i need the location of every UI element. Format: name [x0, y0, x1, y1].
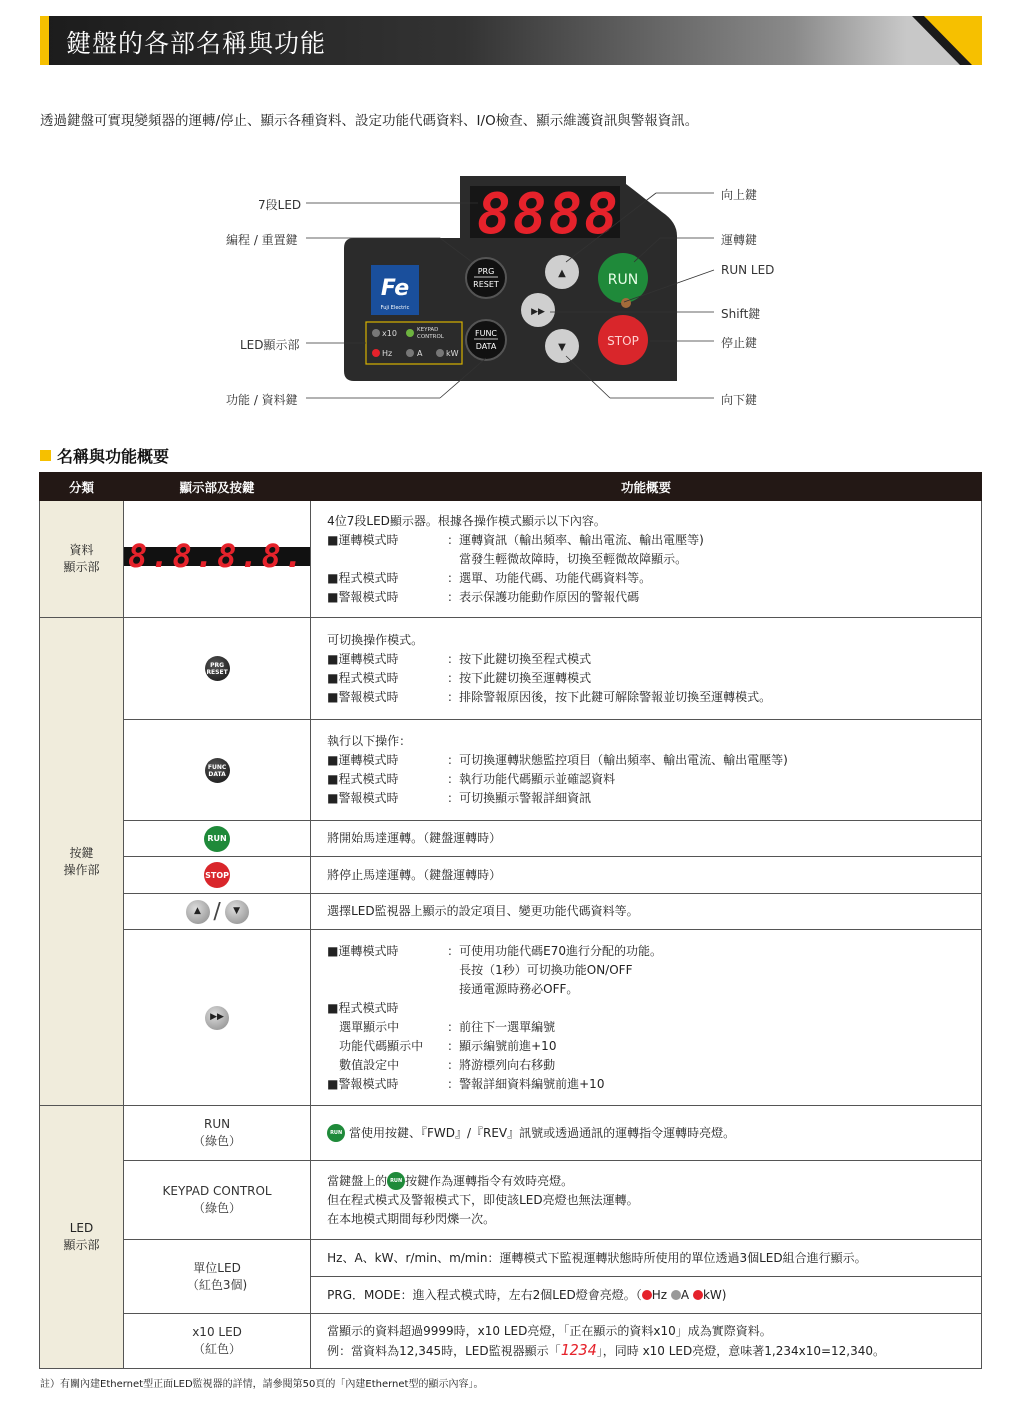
header-category: 分類	[40, 473, 124, 501]
section-title: 名稱與功能概要	[40, 444, 169, 467]
svg-text:A: A	[417, 349, 423, 358]
svg-text:Fe: Fe	[380, 276, 410, 301]
callout-7seg-led: 7段LED	[258, 198, 302, 212]
section-marker	[40, 450, 51, 461]
keypad-control-led-cell: KEYPAD CONTROL （綠色）	[124, 1161, 311, 1240]
prg-reset-key-icon: PRG RESET	[205, 656, 230, 681]
x10-led-cell: x10 LED （紅色）	[124, 1314, 311, 1369]
svg-text:▼: ▼	[558, 342, 566, 353]
table-row	[40, 821, 982, 857]
seg-display-cell	[124, 501, 311, 618]
run-key-cell	[124, 821, 311, 857]
svg-text:RUN: RUN	[607, 272, 639, 288]
desc-x10-led: 當顯示的資料超過9999時，x10 LED亮燈，「正在顯示的資料x10」成為實際資料。 例：當資料為12,345時，LED監視器顯示「1234」，同時 x10 LED亮燈，意味著1,234x10=12,340。	[311, 1314, 982, 1369]
svg-text:KEYPAD: KEYPAD	[417, 327, 439, 333]
callout-up-key: 向上鍵	[721, 188, 758, 202]
svg-text:STOP: STOP	[607, 334, 639, 348]
svg-text:kW: kW	[446, 349, 459, 358]
prg-reset-cell	[124, 618, 311, 720]
svg-text:▶▶: ▶▶	[531, 307, 545, 317]
svg-text:PRG: PRG	[477, 267, 495, 276]
stop-key-icon: STOP	[204, 862, 230, 888]
desc-run-led: RUN 當使用按鍵、『FWD』/『REV』訊號或透過通訊的運轉指令運轉時亮燈。	[311, 1106, 982, 1161]
function-table	[39, 472, 982, 1369]
callout-lines	[0, 0, 1020, 420]
run-key-icon: RUN	[204, 826, 230, 852]
svg-text:x10: x10	[382, 329, 397, 338]
table-row	[40, 930, 982, 1106]
run-key-inline-icon: RUN	[387, 1172, 405, 1190]
callout-shift-key: Shift鍵	[721, 307, 761, 321]
func-data-cell	[124, 720, 311, 821]
callout-prg-reset-key: 編程 / 重置鍵	[226, 233, 298, 247]
desc-shift: ■運轉模式時 ：可使用功能代碼E70進行分配的功能。 長按（1秒）可切換功能ON/OFF 接通電源時務必OFF。 ■程式模式時 選單顯示中 ：前往下一選單編號 功能代碼顯示中 ：顯示編號前進+10 數值設定中 ：將游標列向右移動 ■警報模式時 ：警報詳細資料編號前進+10	[311, 930, 982, 1106]
table-header-row	[40, 473, 982, 501]
category-data-display: 資料 顯示部	[40, 501, 124, 618]
table-row	[40, 618, 982, 720]
header-function-summary: 功能概要	[311, 473, 982, 501]
svg-text:CONTROL: CONTROL	[417, 334, 444, 340]
desc-run: 將開始馬達運轉。（鍵盤運轉時）	[311, 821, 982, 857]
table-row	[40, 1106, 982, 1161]
svg-text:8888: 8888	[477, 182, 620, 247]
run-led-cell: RUN （綠色）	[124, 1106, 311, 1161]
func-data-key-icon: FUNC DATA	[205, 758, 230, 783]
callout-run-key: 運轉鍵	[721, 233, 758, 247]
table-row	[40, 720, 982, 821]
table-row	[40, 894, 982, 930]
svg-text:▲: ▲	[558, 268, 566, 279]
unit-led-cell: 單位LED （紅色3個)	[124, 1240, 311, 1314]
down-key-icon: ▼	[225, 900, 249, 924]
page-title: 鍵盤的各部名稱與功能	[66, 29, 327, 58]
table-row	[40, 501, 982, 618]
inline-seg-value: 1234	[560, 1340, 597, 1359]
callout-down-key: 向下鍵	[721, 393, 758, 407]
run-led-icon: RUN	[327, 1124, 345, 1142]
hz-led-dot	[642, 1290, 652, 1300]
desc-func-data: 執行以下操作： ■運轉模式時 ：可切換運轉狀態監控項目（輸出頻率、輸出電流、輸出電壓等) ■程式模式時 ：執行功能代碼顯示並確認資料 ■警報模式時 ：可切換顯示警報詳細資訊	[311, 720, 982, 821]
desc-up-down: 選擇LED監視器上顯示的設定項目、變更功能代碼資料等。	[311, 894, 982, 930]
svg-text:Fuji Electric: Fuji Electric	[380, 305, 410, 311]
up-down-cell	[124, 894, 311, 930]
intro-text: 透過鍵盤可實現變頻器的運轉/停止、顯示各種資料、設定功能代碼資料、I/O檢查、顯示維護資訊與警報資訊。	[40, 113, 699, 129]
desc-stop: 將停止馬達運轉。（鍵盤運轉時）	[311, 857, 982, 894]
callout-run-led: RUN LED	[721, 263, 775, 277]
stop-key-cell	[124, 857, 311, 894]
shift-key-icon: ▶▶	[205, 1006, 229, 1030]
desc-data-display: 4位7段LED顯示器。根據各操作模式顯示以下內容。 ■運轉模式時 ：運轉資訊（輸出頻率、輸出電流、輸出電壓等) 當發生輕微故障時，切換至輕微故障顯示。 ■程式模式時 ：選單、功能代碼、功能代碼資料等。 ■警報模式時 ：表示保護功能動作原因的警報代碼	[311, 501, 982, 618]
table-row	[40, 1240, 982, 1277]
footnote: 註）有關內建Ethernet型正面LED監視器的詳情，請參閱第50頁的「內建Ethernet型的顯示內容」。	[40, 1379, 484, 1390]
table-row	[40, 1161, 982, 1240]
svg-text:DATA: DATA	[475, 342, 497, 351]
table-row	[40, 857, 982, 894]
up-key-icon: ▲	[186, 900, 210, 924]
desc-unit-led-prg-mode: PRG．MODE：進入程式模式時，左右2個LED燈會亮燈。（ Hz A kW)	[311, 1277, 982, 1314]
kw-led-dot	[693, 1290, 703, 1300]
desc-prg-reset: 可切換操作模式。 ■運轉模式時 ：按下此鍵切換至程式模式 ■程式模式時 ：按下此鍵切換至運轉模式 ■警報模式時 ：排除警報原因後，按下此鍵可解除警報並切換至運轉模式。	[311, 618, 982, 720]
shift-key-cell	[124, 930, 311, 1106]
callout-stop-key: 停止鍵	[721, 336, 758, 350]
seven-segment-display: 8.8.8.8.	[124, 547, 310, 566]
svg-text:FUNC: FUNC	[474, 329, 498, 338]
up-down-separator: /	[213, 899, 221, 924]
desc-keypad-control-led: 當鍵盤上的 RUN 按鍵作為運轉指令有效時亮燈。 但在程式模式及警報模式下，即使該LED亮燈也無法運轉。 在本地模式期間每秒閃爍一次。	[311, 1161, 982, 1240]
category-led-display: LED 顯示部	[40, 1106, 124, 1369]
header-display-keys: 顯示部及按鍵	[124, 473, 311, 501]
table-row	[40, 1314, 982, 1369]
svg-text:Hz: Hz	[382, 349, 393, 358]
callout-led-display: LED顯示部	[240, 338, 300, 352]
a-led-dot	[671, 1290, 681, 1300]
category-key-operation: 按鍵 操作部	[40, 618, 124, 1106]
callout-func-data-key: 功能 / 資料鍵	[226, 393, 298, 407]
desc-unit-led-units: Hz、A、kW、r/min、m/min：運轉模式下監視運轉狀態時所使用的單位透過3個LED組合進行顯示。	[311, 1240, 982, 1277]
svg-text:RESET: RESET	[473, 280, 499, 289]
